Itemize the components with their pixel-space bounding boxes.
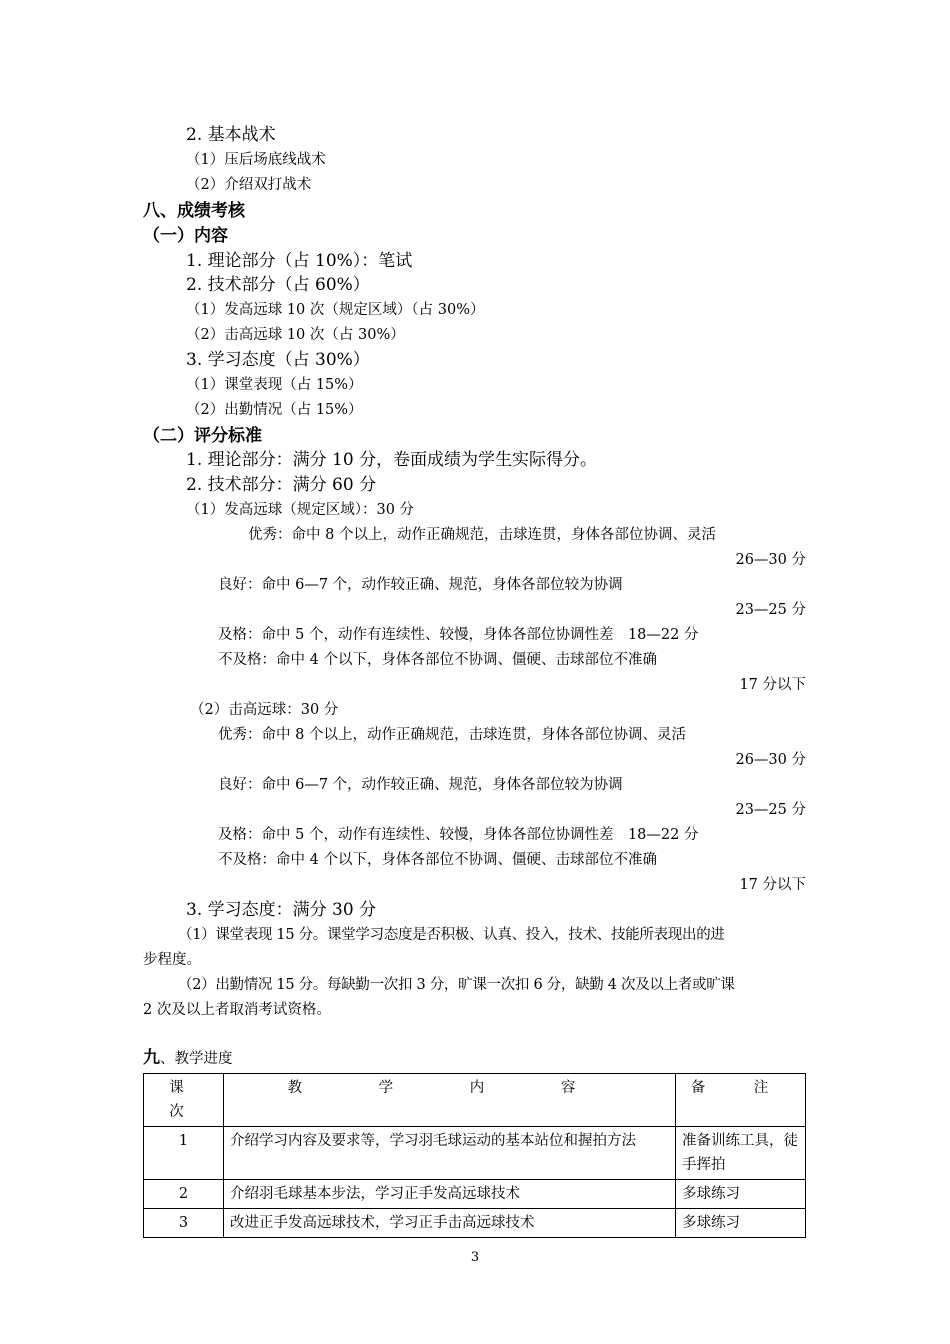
tactics-item: （1）压后场底线战术 [186,152,326,168]
grade-good: 良好：命中 6—7 个，动作较正确、规范，身体各部位较为协调 [218,577,623,593]
grade-good: 良好：命中 6—7 个，动作较正确、规范，身体各部位较为协调 [218,777,623,793]
criteria-item: 3. 学习态度：满分 30 分 [186,900,377,920]
attendance-text: 2 次及以上者取消考试资格。 [143,1002,331,1018]
section-number: 九 [143,1048,160,1068]
section-title: 八、成绩考核 [143,201,245,221]
column-header: 备 注 [676,1074,806,1127]
criteria-item: 1. 理论部分：满分 10 分，卷面成绩为学生实际得分。 [186,450,598,470]
lesson-content: 介绍学习内容及要求等，学习羽毛球运动的基本站位和握拍方法 [224,1127,676,1180]
grade-excellent: 优秀：命中 8 个以上，动作正确规范，击球连贯，身体各部位协调、灵活 [218,727,686,743]
criteria-item: 2. 技术部分：满分 60 分 [186,475,377,495]
lesson-number: 1 [144,1127,224,1180]
page-number: 3 [470,1250,480,1265]
tactics-item: （2）介绍双打战术 [186,177,312,193]
lesson-content: 介绍羽毛球基本步法，学习正手发高远球技术 [224,1180,676,1209]
lesson-content: 改进正手发高远球技术，学习正手击高远球技术 [224,1209,676,1238]
grade-excellent: 优秀：命中 8 个以上，动作正确规范，击球连贯，身体各部位协调、灵活 [248,527,716,543]
grade-score: 17 分以下 [739,877,806,893]
grade-score: 26—30 分 [735,752,806,768]
lesson-note: 多球练习 [676,1209,806,1238]
column-header: 课 次 [144,1074,224,1127]
section-title-text: 、教学进度 [160,1051,233,1067]
subsection-title: （二）评分标准 [143,426,262,446]
grade-fail: 不及格：命中 4 个以下，身体各部位不协调、僵硬、击球部位不准确 [218,852,657,868]
grade-score: 23—25 分 [735,602,806,618]
attitude-text: （1）课堂表现 15 分。课堂学习态度是否积极、认真、投入，技术、技能所表现出的进 [178,927,725,943]
table-header-row [144,1074,806,1127]
attendance-text: （2）出勤情况 15 分。每缺勤一次扣 3 分，旷课一次扣 6 分，缺勤 4 次及以上者或旷课 [178,977,735,993]
subsection-title: （一）内容 [143,226,228,246]
schedule-table [143,1073,806,1238]
content-subitem: （2）击高远球 10 次（占 30%） [186,327,405,343]
table-row [144,1127,806,1180]
content-subitem: （2）出勤情况（占 15%） [186,402,363,418]
grade-pass: 及格：命中 5 个，动作有连续性、较慢，身体各部位协调性差 18—22 分 [218,827,699,843]
lesson-note: 准备训练工具，徒手挥拍 [676,1127,806,1180]
criteria-subitem: （1）发高远球（规定区域）：30 分 [186,502,415,518]
grade-score: 17 分以下 [739,677,806,693]
section-title [143,1050,233,1067]
lesson-number: 2 [144,1180,224,1209]
content-item: 1. 理论部分（占 10%）：笔试 [186,251,413,271]
lesson-number: 3 [144,1209,224,1238]
lesson-note: 多球练习 [676,1180,806,1209]
tactics-heading: 2. 基本战术 [186,125,276,145]
table-row [144,1180,806,1209]
grade-score: 26—30 分 [735,552,806,568]
content-subitem: （1）发高远球 10 次（规定区域）（占 30%） [186,302,485,318]
table-row [144,1209,806,1238]
column-header: 教 学 内 容 [224,1074,676,1127]
grade-score: 23—25 分 [735,802,806,818]
grade-fail: 不及格：命中 4 个以下，身体各部位不协调、僵硬、击球部位不准确 [218,652,657,668]
content-subitem: （1）课堂表现（占 15%） [186,377,363,393]
content-item: 2. 技术部分（占 60%） [186,275,370,295]
attitude-text: 步程度。 [143,952,201,968]
criteria-subitem: （2）击高远球：30 分 [190,702,339,718]
content-item: 3. 学习态度（占 30%） [186,350,370,370]
grade-pass: 及格：命中 5 个，动作有连续性、较慢，身体各部位协调性差 18—22 分 [218,627,699,643]
